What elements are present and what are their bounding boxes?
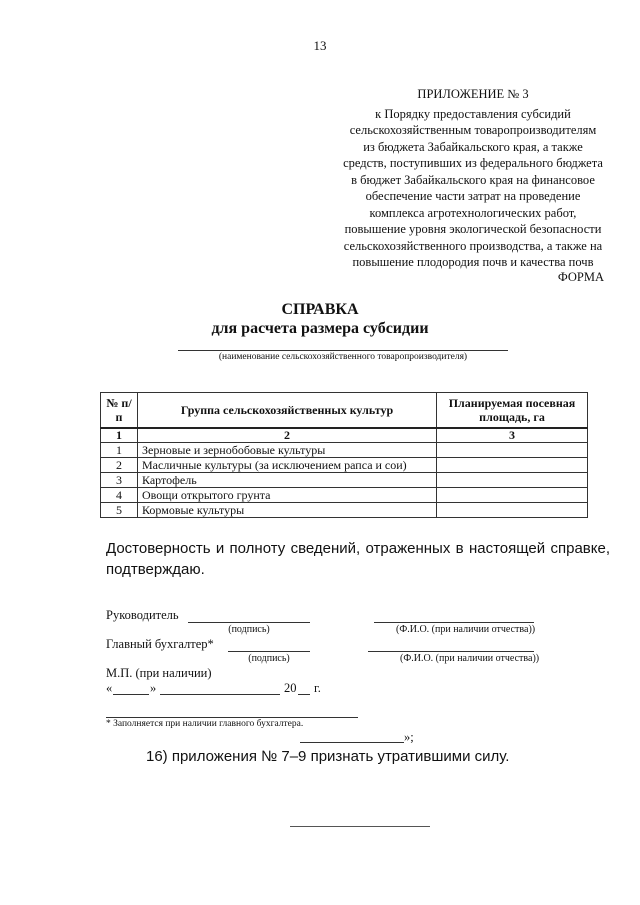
appendix-line: сельскохозяйственным товаропроизводителям — [349, 123, 597, 137]
row-area-cell[interactable] — [437, 443, 588, 458]
date-month-line[interactable] — [160, 694, 280, 695]
row-area-cell[interactable] — [437, 458, 588, 473]
header-group: Группа сельскохозяйственных культур — [138, 393, 437, 429]
header-num: № п/п — [101, 393, 138, 429]
accountant-label: Главный бухгалтер* — [106, 637, 214, 651]
year-line[interactable] — [298, 694, 310, 695]
head-fio-caption: (Ф.И.О. (при наличии отчества)) — [396, 624, 536, 635]
row-group: Овощи открытого грунта — [138, 488, 437, 503]
closing-line — [300, 742, 404, 743]
column-number: 3 — [437, 428, 588, 443]
appendix-block — [340, 86, 606, 271]
row-num: 4 — [101, 488, 138, 503]
row-group: Масличные культуры (за исключением рапса и сои) — [138, 458, 437, 473]
row-group: Зерновые и зернобобовые культуры — [138, 443, 437, 458]
closing-quote: »; — [404, 730, 414, 744]
row-num: 2 — [101, 458, 138, 473]
column-number-row — [101, 428, 588, 443]
table-row — [101, 443, 588, 458]
column-number: 1 — [101, 428, 138, 443]
table-header-row — [101, 393, 588, 429]
producer-name-caption: (наименование сельскохозяйственного товаропроизводителя) — [218, 352, 468, 362]
head-fio-line[interactable] — [374, 622, 534, 623]
form-label: ФОРМА — [557, 270, 604, 284]
accountant-signature-caption: (подпись) — [248, 653, 290, 664]
item-16-text: 16) приложения № 7–9 признать утратившими силу. — [146, 748, 510, 765]
end-rule — [290, 826, 430, 827]
document-title: СПРАВКА — [281, 301, 359, 318]
date-day-line[interactable] — [113, 694, 149, 695]
row-group: Кормовые культуры — [138, 503, 437, 518]
document-subtitle: для расчета размера субсидии — [211, 320, 429, 337]
row-num: 1 — [101, 443, 138, 458]
appendix-line: сельскохозяйственного производства, а также на — [343, 238, 603, 253]
appendix-line: обеспечение части затрат на проведение — [365, 189, 581, 203]
appendix-line: комплекса агротехнологических работ, — [369, 205, 577, 220]
row-area-cell[interactable] — [437, 503, 588, 518]
table-row — [101, 488, 588, 503]
appendix-line: в бюджет Забайкальского края на финансовое — [351, 172, 595, 187]
head-label: Руководитель — [106, 608, 179, 622]
producer-name-line[interactable] — [178, 350, 508, 351]
row-num: 5 — [101, 503, 138, 518]
row-group: Картофель — [138, 473, 437, 488]
appendix-line: повышение плодородия почв и качества почв — [352, 255, 594, 269]
row-area-cell[interactable] — [437, 473, 588, 488]
appendix-heading: ПРИЛОЖЕНИЕ № 3 — [417, 87, 529, 101]
row-num: 3 — [101, 473, 138, 488]
year-prefix: 20 — [284, 681, 297, 695]
date-open-quote: « — [106, 681, 113, 695]
table-row — [101, 458, 588, 473]
appendix-line: средств, поступивших из федерального бюджета — [343, 156, 603, 170]
head-signature-caption: (подпись) — [228, 624, 270, 635]
header-area: Планируемая посевная площадь, га — [437, 393, 588, 429]
document-title-block — [0, 300, 640, 338]
crop-area-table — [100, 392, 588, 518]
footnote-text: * Заполняется при наличии главного бухгалтера. — [106, 719, 304, 729]
footnote-rule — [106, 717, 358, 718]
accountant-fio-caption: (Ф.И.О. (при наличии отчества)) — [400, 653, 540, 664]
table-row — [101, 503, 588, 518]
year-suffix: г. — [314, 681, 321, 695]
stamp-label: М.П. (при наличии) — [106, 666, 212, 680]
accountant-fio-line[interactable] — [368, 651, 534, 652]
page-number: 13 — [313, 38, 327, 53]
appendix-line: к Порядку предоставления субсидий — [375, 106, 571, 121]
confirmation-text: Достоверность и полноту сведений, отраженных в настоящей справке, подтверждаю. — [106, 540, 610, 578]
column-number: 2 — [138, 428, 437, 443]
appendix-line: из бюджета Забайкальского края, а также — [363, 139, 583, 154]
date-close-quote: » — [150, 681, 157, 695]
table-row — [101, 473, 588, 488]
row-area-cell[interactable] — [437, 488, 588, 503]
head-signature-line[interactable] — [188, 622, 310, 623]
accountant-signature-line[interactable] — [228, 651, 310, 652]
appendix-line: повышение уровня экологической безопасности — [344, 222, 602, 236]
